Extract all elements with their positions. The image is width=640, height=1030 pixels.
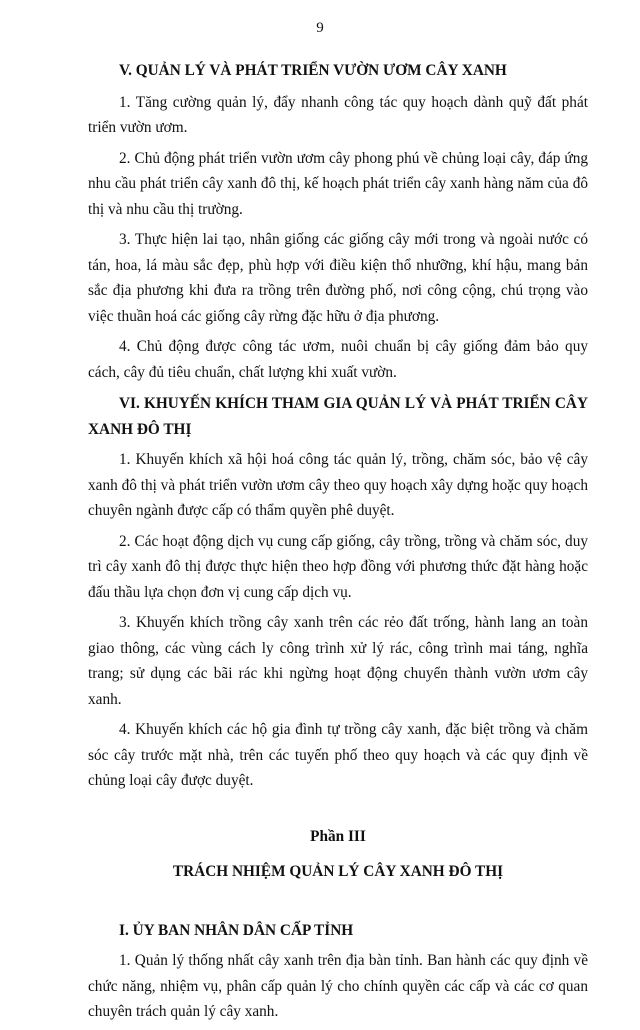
section-vi-paragraph-2: 2. Các hoạt động dịch vụ cung cấp giống, cây trồng, trồng và chăm sóc, duy trì cây xanh đô thị được thực hiện theo hợp đồng với phương thức đặt hàng hoặc đấu thầu lựa chọn đơn vị cung cấp dịch vụ.: [88, 532, 588, 601]
section-vi-paragraph-3: 3. Khuyến khích trồng cây xanh trên các rẻo đất trống, hành lang an toàn giao thông, các vùng cách ly công trình xử lý rác, công trình mai táng, nghĩa trang; sử dụng các bãi rác khi ngừng hoạt động chuyển thành vườn ươm cây xanh.: [88, 614, 588, 708]
section-i-heading: I. ỦY BAN NHÂN DÂN CẤP TỈNH: [119, 921, 354, 939]
section-v-paragraph-2: 2. Chủ động phát triển vườn ươm cây phong phú về chủng loại cây, đáp ứng nhu cầu phát triển cây xanh đô thị, kế hoạch phát triển cây xanh hàng năm của đô thị và nhu cầu thị trường.: [88, 149, 588, 218]
section-v-paragraph-1: 1. Tăng cường quản lý, đẩy nhanh công tác quy hoạch dành quỹ đất phát triển vườn ươm.: [88, 93, 588, 136]
page-number: 9: [316, 20, 324, 36]
section-v-heading: V. QUẢN LÝ VÀ PHÁT TRIỂN VƯỜN ƯƠM CÂY XANH: [119, 62, 507, 79]
part-iii-label: Phần III: [310, 827, 366, 845]
section-vi-paragraph-4: 4. Khuyến khích các hộ gia đình tự trồng cây xanh, đặc biệt trồng và chăm sóc cây trước mặt nhà, trên các tuyến phố theo quy hoạch và các quy định về chủng loại cây được duyệt.: [88, 721, 588, 789]
section-vi-paragraph-1: 1. Khuyến khích xã hội hoá công tác quản lý, trồng, chăm sóc, bảo vệ cây xanh đô thị và phát triển vườn ươm cây theo quy hoạch xây dựng hoặc quy hoạch chuyên ngành được cấp có thẩm quyền phê duyệt.: [88, 451, 588, 519]
part-iii-title: TRÁCH NHIỆM QUẢN LÝ CÂY XANH ĐÔ THỊ: [172, 863, 504, 880]
section-v-paragraph-4: 4. Chủ động được công tác ươm, nuôi chuẩn bị cây giống đảm bảo quy cách, cây đủ tiêu chuẩn, chất lượng khi xuất vườn.: [88, 338, 588, 381]
section-i-paragraph-1: 1. Quản lý thống nhất cây xanh trên địa bàn tỉnh. Ban hành các quy định về chức năng, nhiệm vụ, phân cấp quản lý cho chính quyền các cấp và các cơ quan chuyên trách quản lý cây xanh.: [88, 952, 588, 1020]
page-content: [88, 58, 588, 1030]
section-v-paragraph-3: 3. Thực hiện lai tạo, nhân giống các giống cây mới trong và ngoài nước có tán, hoa, lá màu sắc đẹp, phù hợp với điều kiện thổ nhưỡng, khí hậu, mang bản sắc địa phương khi đưa ra trồng trên đường phố, nơi công cộng, chú trọng vào việc thuần hoá các giống cây rừng đặc hữu ở địa phương.: [88, 231, 588, 325]
section-vi-heading: VI. KHUYẾN KHÍCH THAM GIA QUẢN LÝ VÀ PHÁT TRIỂN CÂY XANH ĐÔ THỊ: [88, 395, 588, 438]
